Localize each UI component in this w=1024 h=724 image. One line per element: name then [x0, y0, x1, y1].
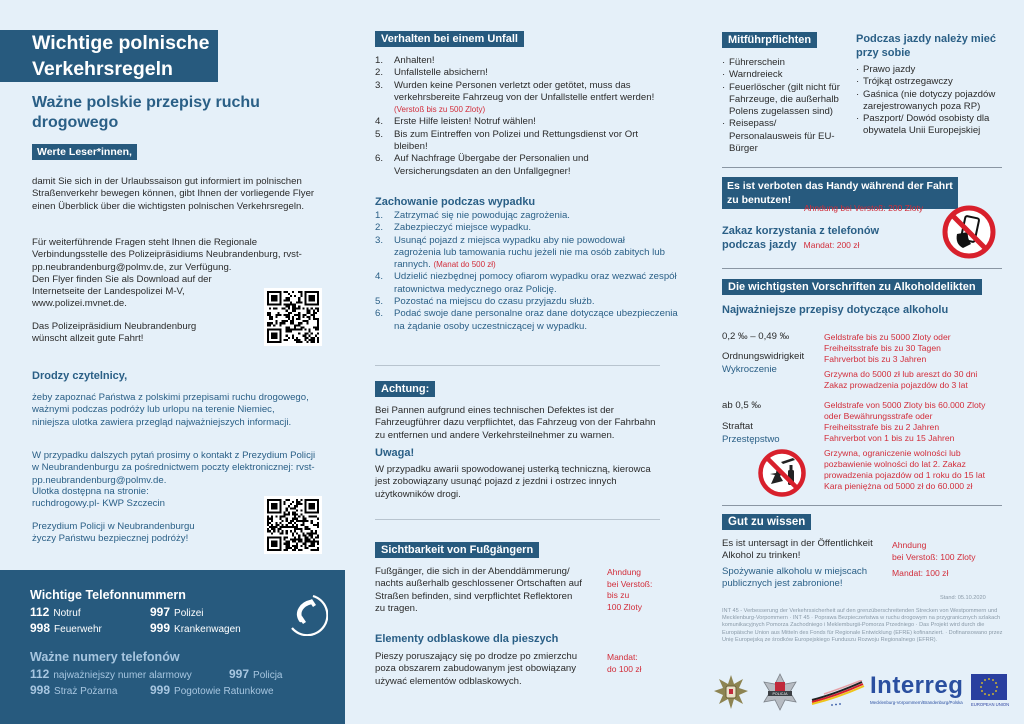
alcohol-heading-de: Die wichtigsten Vorschriften zu Alkoholdelikten [722, 279, 982, 295]
download-pl-1: Ulotka dostępna na stronie: [32, 486, 149, 497]
phone-entry [30, 667, 192, 681]
phone-label: Krankenwagen [174, 624, 241, 635]
phone-number: 112 [30, 667, 50, 681]
list-item [375, 55, 680, 67]
item-text: Anhalten! [394, 55, 435, 66]
download-line-2: Internetseite der Landespolizei M-V, [32, 286, 185, 297]
item-number: 5. [375, 296, 384, 308]
text-line: Alkohol zu trinken! [722, 550, 801, 562]
penalty-line: oder Bewährungsstrafe oder [824, 411, 933, 421]
phone-ban-heading-pl [722, 224, 879, 252]
pedestrians-text-pl: Pieszy poruszający się po drodze po zmierzchu poza obszarem zabudowanym jest obowiązany używać elementów odblaskowych. [375, 651, 578, 687]
alcohol-type-pl-1: Wykroczenie [722, 364, 777, 375]
list-item [375, 80, 680, 117]
list-item: · Führerschein [722, 57, 842, 69]
heading-line: Es ist verboten das Handy während der Fahrt [727, 180, 953, 192]
item-text: Erste Hilfe leisten! Notruf wählen! [394, 116, 536, 128]
page-title [0, 30, 218, 82]
phone-entry [30, 621, 102, 635]
item-text: Pozostać na miejscu do czasu przyjazdu służb. [394, 296, 595, 308]
phone-number: 998 [30, 683, 51, 697]
pedestrians-heading-de: Sichtbarkeit von Fußgängern [375, 542, 539, 558]
pedestrians-fine-pl [607, 652, 642, 675]
page-subtitle: Ważne polskie przepisy ruchu drogowego [32, 94, 260, 131]
penalty-line: Zakaz prowadzenia pojazdów do 3 lat [824, 380, 968, 390]
greeting-de: Werte Leser*innen, [32, 144, 137, 160]
intro-paragraph-de-2: Für weiterführende Fragen steht Ihnen die Regionale Verbindungsstelle des Polizeipräsidiums Neubrandenburg, rvst-pp.neubrandenburg@polmv.de, zur Verfügung. [32, 237, 302, 273]
list-item [375, 153, 680, 178]
fine-note: (Verstoß bis zu 500 Zloty) [394, 105, 486, 115]
item-text: Podać swoje dane personalne oraz dane dotyczące ubezpieczenia na żądanie osoby uczestniczącej w wypadku. [394, 308, 678, 332]
divider [722, 167, 1002, 168]
penalty-line: Freiheitsstrafe bis zu 30 Tagen [824, 343, 941, 353]
column-accident [345, 0, 700, 724]
phone-ban-fine-de: Ahndung bei Verstoß: 200 Zloty [804, 203, 924, 213]
divider [722, 505, 1002, 506]
police-pl-logo [760, 672, 800, 712]
alcohol-penalty-2 [824, 400, 985, 492]
download-line-1: Den Flyer finden Sie als Download auf der [32, 274, 212, 285]
fine-line: bei Verstoß: 100 Zloty [892, 551, 976, 562]
item-number: 4. [375, 116, 384, 128]
phone-label: Polizei [174, 608, 204, 619]
list-item [375, 67, 680, 79]
phone-icon [280, 588, 328, 636]
attention-text-de: Bei Pannen aufgrund eines technischen Defektes ist der Fahrzeugführer dazu verpflichtet, das Fahrzeug von der Fahrbahn zu entfernen und andere Verkehrsteilnehmer zu warnen. [375, 405, 656, 441]
intro-paragraph-pl-2: W przypadku dalszych pytań prosimy o kontakt z Prezydium Policji w Neubrandenburgu za pośrednictwem poczty elektronicznej: rvst-pp.neubrandenburg@polmv.de. [32, 450, 316, 486]
divider [375, 365, 660, 366]
item-text: Auf Nachfrage Übergabe der Personalien und Versicherungsdaten an den Unfallgegner! [394, 153, 589, 177]
divider [722, 268, 1002, 269]
pedestrians-heading-pl: Elementy odblaskowe dla pieszych [375, 633, 559, 645]
carry-list-de [722, 57, 842, 155]
qr-code-icon[interactable] [264, 496, 322, 554]
column-intro [0, 0, 345, 724]
good-to-know-fine-pl: Mandat: 100 zł [892, 568, 949, 578]
item-text: Zatrzymać się nie powodując zagrożenia. [394, 210, 570, 221]
item-number: 3. [375, 79, 384, 91]
eu-stars-icon [971, 674, 1007, 700]
phone-entry [150, 621, 241, 635]
list-item [375, 308, 680, 333]
phone-number: 997 [150, 605, 171, 619]
penalty-line: Grzywna do 5000 zł lub areszt do 30 dni [824, 369, 978, 379]
phone-entry [30, 605, 81, 619]
fine-line: Ahndung [892, 540, 927, 550]
date-stamp: Stand: 05.10.2020 [940, 595, 986, 601]
text-line: Es ist untersagt in der Öffentlichkeit [722, 538, 873, 549]
intro-paragraph-pl-1: żeby zapoznać Państwa z polskimi przepisami ruchu drogowego, ważnymi podczas podróży lub urlopu na terenie Niemiec, niniejsza ulotka zawiera przegląd najważniejszych informacji. [32, 392, 309, 428]
funding-fine-print: INT 45 - Verbesserung der Verkehrssicherheit auf den grenzüberschreitenden Strecken von Westpommern und Mecklenburg-Vorpommern · INT 45 · Poprawa Bezpieczeństwa w ruchu drogowym na przygranicznych szlakach komunikacyjnych Pomorza Zachodniego i Meklemburgii-Pomorza Przedniego · Das Projekt wird durch die Europäische Union aus Mitteln des Fonds für Regionale Entwicklung (EFRE) kofinanziert. · Dofinansowano przez Unię Europejską ze środków Europejskiego Funduszu Rozwoju Regionalnego (EFRR). [722, 608, 1003, 643]
fine-line: Ahndung [607, 567, 642, 577]
heading-line: zu benutzen! [727, 194, 792, 206]
download-pl-url[interactable]: ruchdrogowy.pl- KWP Szczecin [32, 498, 165, 509]
phone-heading-de: Wichtige Telefonnummern [30, 588, 186, 602]
interreg-logo: Interreg [870, 672, 964, 699]
eu-logo-text: EUROPEAN UNION [971, 702, 1010, 707]
attention-text-pl: W przypadku awarii spowodowanej usterką techniczną, kierowca jest zobowiązany usunąć pojazd z jezdni i ostrzec innych użytkowników drogi. [375, 464, 651, 500]
item-number: 3. [375, 234, 384, 246]
list-item [375, 129, 680, 154]
police-pl-logo-text: POLICJA [772, 692, 788, 696]
list-item [375, 235, 680, 272]
title-line-2: Verkehrsregeln [0, 56, 218, 82]
accident-heading-de: Verhalten bei einem Unfall [375, 31, 524, 47]
item-text: Wurden keine Personen verletzt oder getötet, muss das verkehrsbereite Fahrzeug von der Unfallstelle entfert werden! [394, 79, 655, 103]
item-number: 4. [375, 271, 384, 283]
list-item [375, 296, 680, 308]
item-text: Usunąć pojazd z miejsca wypadku aby nie powodował zagrożenia lub tamowania ruchu jeżeli nie ma osób zabitych lub rannych. [394, 234, 665, 271]
item-text: Udzielić niezbędnej pomocy ofiarom wypadku oraz wezwać zespół ratownictwa medycznego oraz Policję. [394, 271, 677, 295]
pedestrians-fine-de [607, 567, 652, 613]
interreg-subtitle: Mecklenburg-Vorpommern/Brandenburg/Polska [870, 700, 963, 705]
carry-list-pl [856, 64, 1004, 138]
eu-flag-logo [971, 674, 1007, 700]
phone-label: Notruf [53, 608, 81, 619]
phone-heading-pl: Ważne numery telefonów [30, 650, 180, 664]
accident-steps-pl [375, 210, 680, 333]
phone-label: Straż Pożarna [54, 686, 118, 697]
pedestrians-text-de: Fußgänger, die sich in der Abenddämmerung/ nachts außerhalb geschlossener Ortschaften auf Straßen befinden, sind verpflichtet Reflektoren zu tragen. [375, 566, 582, 614]
closing-de-1: Das Polizeipräsidium Neubrandenburg [32, 321, 197, 332]
phone-number: 999 [150, 683, 171, 697]
item-text: Zabezpieczyć miejsce wypadku. [394, 222, 532, 234]
penalty-line: Fahrverbot bis zu 3 Jahren [824, 354, 927, 364]
interreg-swoosh-logo [810, 680, 865, 706]
good-to-know-text-de [722, 538, 873, 563]
item-number: 2. [375, 222, 384, 234]
heading-text: podczas jazdy [722, 239, 797, 251]
alcohol-type-de-1: Ordnungswidrigkeit [722, 351, 805, 362]
item-number: 5. [375, 128, 384, 140]
item-text: Bis zum Eintreffen von Polizei und Rettungsdienst vor Ort bleiben! [394, 128, 639, 153]
list-item: · Gaśnica (nie dotyczy pojazdów zarejestrowanych poza RP) [856, 89, 1004, 114]
phone-entry [150, 683, 274, 697]
phone-label: Pogotowie Ratunkowe [174, 686, 274, 697]
list-item: · Feuerlöscher (gilt nicht für Fahrzeuge, die außerhalb Polens zugelassen sind) [722, 82, 842, 119]
fine-note: (Manat do 500 zł) [433, 260, 496, 270]
accident-heading-pl: Zachowanie podczas wypadku [375, 196, 536, 208]
heading-line: Zakaz korzystania z telefonów [722, 225, 880, 237]
phone-label: najważniejszy numer alarmowy [53, 670, 192, 681]
phone-entry [150, 605, 204, 619]
fine-line: do 100 zł [607, 663, 642, 674]
carry-heading-pl: Podczas jazdy należy mieć przy sobie [856, 33, 997, 59]
closing-pl-1: Prezydium Policji w Neubrandenburgu [32, 521, 195, 532]
fine-line: bis zu [607, 590, 630, 600]
item-number: 2. [375, 67, 384, 79]
item-number: 1. [375, 55, 384, 66]
heading-line [722, 238, 879, 252]
phone-ban-fine-pl: Mandat: 200 zł [803, 240, 860, 250]
greeting-pl: Drodzy czytelnicy, [32, 370, 128, 382]
phone-numbers-panel [0, 570, 345, 724]
phone-number: 997 [229, 667, 250, 681]
download-url[interactable]: www.polizei.mvnet.de. [32, 298, 127, 309]
fine-line: bei Verstoß: [607, 578, 653, 589]
penalty-line: Fahrverbot von 1 bis zu 15 Jahren [824, 433, 955, 443]
fine-line: 100 Zloty [607, 601, 642, 612]
penalty-line: Freiheitsstrafe bis zu 2 Jahren [824, 422, 940, 432]
list-item [375, 210, 680, 222]
good-to-know-fine-de [892, 540, 976, 563]
item-number: 6. [375, 308, 384, 320]
list-item: · Warndreieck [722, 69, 842, 81]
phone-label: Policja [253, 670, 283, 681]
attention-heading-de: Achtung: [375, 381, 435, 397]
fine-line: Mandat: [607, 652, 638, 662]
phone-label: Feuerwehr [54, 624, 102, 635]
no-alcohol-drugs-icon [757, 448, 807, 498]
divider [375, 519, 660, 520]
title-line-1: Wichtige polnische [0, 30, 218, 56]
phone-entry [229, 667, 283, 681]
alcohol-penalty-1 [824, 332, 977, 391]
penalty-line: prowadzenia pojazdów od 1 roku do 15 lat [824, 470, 986, 480]
intro-paragraph-de-1: damit Sie sich in der Urlaubssaison gut informiert im polnischen Straßenverkehr bewegen können, gibt Ihnen der vorliegende Flyer einen Überblick über die wichtigsten polnischen Verkehrsregeln. [32, 176, 315, 212]
penalty-line: Geldstrafe von 5000 Zloty bis 60.000 Zloty [824, 400, 986, 410]
alcohol-range-2: ab 0,5 ‰ [722, 400, 761, 411]
list-item: · Paszport/ Dowód osobisty dla obywatela Unii Europejskiej [856, 113, 1004, 138]
list-item: · Reisepass/ Personalausweis für EU-Bürger [722, 118, 842, 155]
item-text: Unfallstelle absichern! [394, 67, 488, 79]
carry-heading-de: Mitführpflichten [722, 32, 817, 48]
alcohol-type-pl-2: Przestępstwo [722, 434, 780, 445]
closing-pl-2: życzy Państwu bezpiecznej podróży! [32, 533, 189, 544]
penalty-line: pozbawienie wolności do lat 2. Zakaz [824, 459, 966, 469]
alcohol-heading-pl: Najważniejsze przepisy dotyczące alkoholu [722, 304, 949, 316]
text-line: publicznych jest zabronione! [722, 578, 843, 590]
list-item [375, 271, 680, 296]
penalty-line: Geldstrafe bis zu 5000 Zloty oder [824, 332, 951, 342]
no-phone-icon [941, 204, 997, 260]
qr-code-icon[interactable] [264, 288, 322, 346]
penalty-line: Grzywna, ograniczenie wolności lub [824, 448, 961, 458]
police-star-de-logo [713, 674, 749, 710]
list-item: · Trójkąt ostrzegawczy [856, 76, 1004, 88]
good-to-know-text-pl [722, 566, 867, 591]
good-to-know-heading: Gut zu wissen [722, 514, 811, 530]
list-item [375, 116, 680, 128]
accident-steps-de [375, 55, 680, 178]
item-number: 6. [375, 153, 384, 165]
text-line: Spożywanie alkoholu w miejscach [722, 566, 868, 577]
column-rules [700, 0, 1024, 724]
item-number: 1. [375, 210, 384, 221]
alcohol-range-1: 0,2 ‰ – 0,49 ‰ [722, 331, 790, 342]
penalty-line: Kara pieniężna od 5000 zł do 60.000 zł [824, 481, 973, 491]
alcohol-type-de-2: Straftat [722, 421, 753, 432]
list-item [375, 222, 680, 234]
closing-de-2: wünscht allzeit gute Fahrt! [32, 333, 144, 344]
phone-number: 112 [30, 605, 50, 619]
attention-heading-pl: Uwaga! [375, 447, 415, 459]
phone-number: 998 [30, 621, 51, 635]
list-item: · Prawo jazdy [856, 64, 1004, 76]
phone-number: 999 [150, 621, 171, 635]
phone-entry [30, 683, 117, 697]
